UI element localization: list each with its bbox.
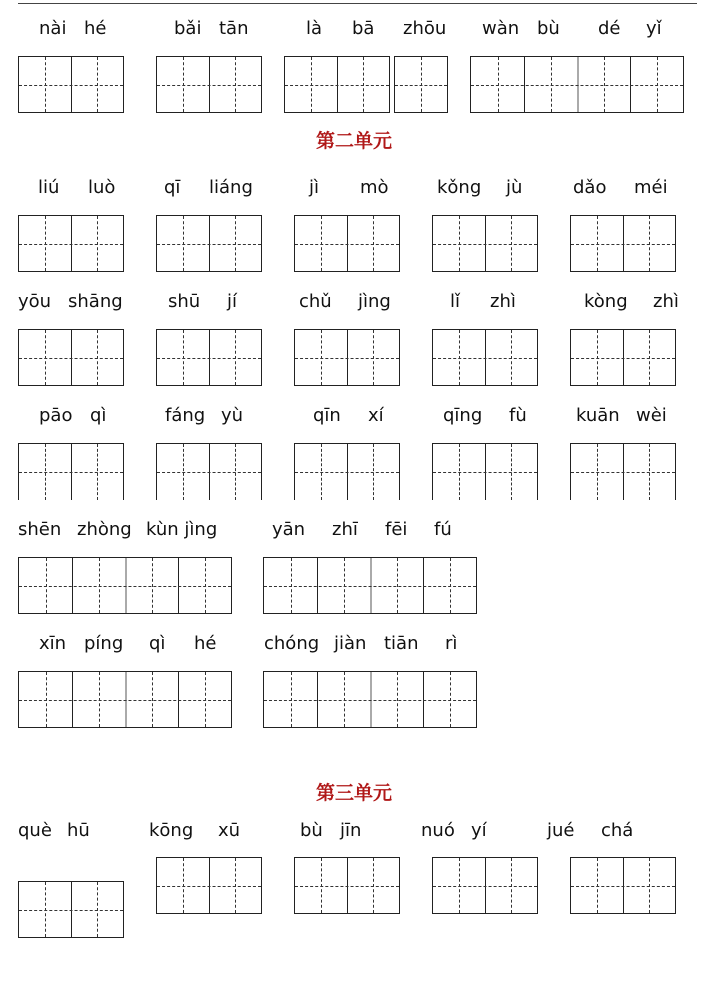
char-grid-4[interactable] [263,671,477,728]
char-grid-2[interactable] [432,443,538,500]
pinyin: zhōu [403,18,447,39]
char-grid-2[interactable] [432,857,538,914]
pinyin: xū [218,820,241,841]
pinyin: rì [445,633,458,654]
pinyin: pāo [39,405,73,426]
pinyin: fú [434,519,452,540]
pinyin: jí [227,291,238,312]
pinyin: qì [90,405,107,426]
char-grid-2[interactable] [294,857,400,914]
pinyin: dǎo [573,177,607,198]
pinyin: zhòng [77,519,132,540]
char-grid-2[interactable] [284,56,390,113]
pinyin: hé [194,633,217,654]
pinyin: fēi [385,519,408,540]
pinyin: dé [598,18,621,39]
pinyin: tiān [384,633,419,654]
pinyin: shēn [18,519,62,540]
char-grid-2[interactable] [18,329,124,386]
char-grid-2[interactable] [18,215,124,272]
pinyin: kōng [149,820,194,841]
char-grid-2[interactable] [294,215,400,272]
pinyin: jué [547,820,575,841]
char-grid-4[interactable] [18,671,232,728]
pinyin: lǐ [450,291,461,312]
char-grid-2[interactable] [156,443,262,500]
pinyin: fù [509,405,527,426]
pinyin: wèi [636,405,667,426]
pinyin: yōu [18,291,52,312]
char-grid-2[interactable] [156,56,262,113]
pinyin: qì [149,633,166,654]
pinyin: zhì [490,291,516,312]
pinyin: qīn [313,405,341,426]
pinyin: kǒng [437,177,482,198]
char-grid-1[interactable] [394,56,448,113]
pinyin: chǔ [299,291,332,312]
pinyin: bā [352,18,375,39]
pinyin: liáng [209,177,253,198]
pinyin: shāng [68,291,123,312]
pinyin: qī [164,177,181,198]
pinyin: bǎi [174,18,202,39]
char-grid-2[interactable] [570,215,676,272]
char-grid-2[interactable] [156,215,262,272]
pinyin: bù [300,820,323,841]
pinyin: nài [39,18,67,39]
pinyin: méi [634,177,668,198]
pinyin: kùn jìng [146,519,218,540]
unit-title: 第三单元 [316,782,393,804]
pinyin: xí [368,405,384,426]
char-grid-2[interactable] [18,443,124,500]
pinyin: jiàn [334,633,367,654]
pinyin: yí [471,820,487,841]
pinyin: què [18,820,52,841]
pinyin: hū [67,820,90,841]
pinyin: yān [272,519,306,540]
pinyin: jìng [358,291,391,312]
char-grid-2[interactable] [570,443,676,500]
char-grid-2[interactable] [294,443,400,500]
char-grid-2[interactable] [294,329,400,386]
pinyin: nuó [421,820,455,841]
char-grid-4[interactable] [18,557,232,614]
char-grid-2[interactable] [156,857,262,914]
char-grid-2[interactable] [18,881,124,938]
pinyin: jì [309,177,320,198]
char-grid-2[interactable] [18,56,124,113]
char-grid-4[interactable] [470,56,684,113]
char-grid-2[interactable] [432,215,538,272]
pinyin: yǐ [646,18,662,39]
pinyin: hé [84,18,107,39]
pinyin: mò [360,177,389,198]
pinyin: tān [219,18,249,39]
pinyin: jīn [340,820,362,841]
char-grid-2[interactable] [570,857,676,914]
pinyin: liú [38,177,60,198]
char-grid-2[interactable] [432,329,538,386]
pinyin: zhì [653,291,679,312]
pinyin: qīng [443,405,483,426]
pinyin: fáng [165,405,206,426]
pinyin: bù [537,18,560,39]
unit-title: 第二单元 [316,130,393,152]
pinyin: chá [601,820,634,841]
pinyin: jù [506,177,523,198]
char-grid-2[interactable] [570,329,676,386]
pinyin: kuān [576,405,620,426]
top-rule [18,3,697,4]
char-grid-4[interactable] [263,557,477,614]
pinyin: yù [221,405,244,426]
pinyin: kòng [584,291,628,312]
char-grid-2[interactable] [156,329,262,386]
pinyin: zhī [332,519,358,540]
pinyin: chóng [264,633,320,654]
pinyin: píng [84,633,124,654]
pinyin: luò [88,177,116,198]
pinyin: xīn [39,633,67,654]
pinyin: wàn [482,18,520,39]
pinyin: shū [168,291,201,312]
pinyin: là [306,18,323,39]
